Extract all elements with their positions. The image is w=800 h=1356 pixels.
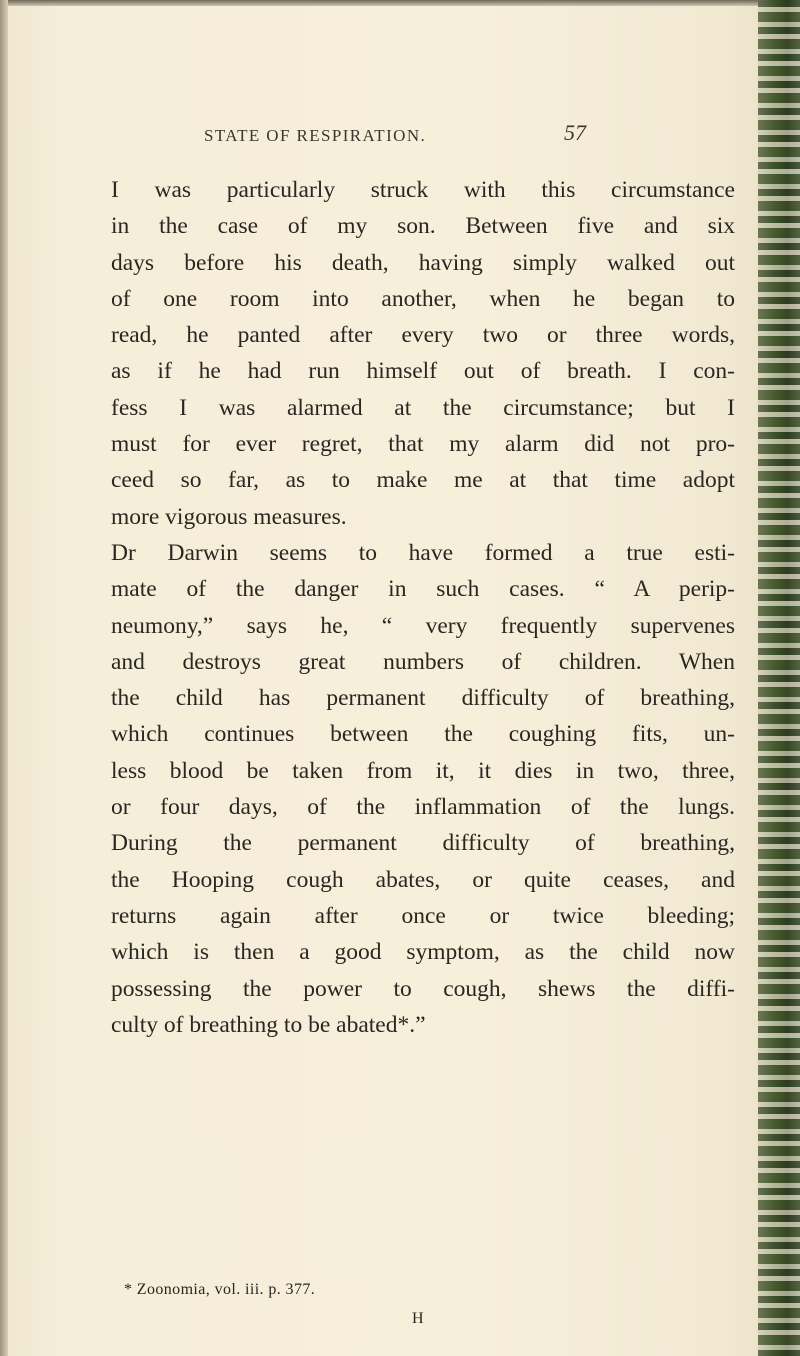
text-line: in the case of my son. Between five and six	[111, 213, 735, 240]
text-line: neumony,” says he, “ very frequently supervenes	[111, 612, 735, 639]
page-top-shadow	[0, 0, 760, 6]
text-line: mate of the danger in such cases. “ A perip-	[111, 576, 735, 603]
footnote: * Zoonomia, vol. iii. p. 377.	[124, 1281, 316, 1298]
text-line: more vigorous measures.	[111, 503, 347, 530]
running-head	[204, 120, 604, 150]
text-line: must for ever regret, that my alarm did not pro-	[111, 431, 735, 458]
running-title: STATE OF RESPIRATION.	[204, 126, 427, 145]
text-line: fess I was alarmed at the circumstance; but I	[111, 394, 735, 421]
text-line: the child has permanent difficulty of breathing,	[111, 685, 735, 712]
text-line: which continues between the coughing fits, un-	[111, 721, 735, 748]
page-left-edge	[0, 0, 8, 1356]
text-line: ceed so far, as to make me at that time adopt	[111, 467, 735, 494]
text-line: or four days, of the inflammation of the lungs.	[111, 794, 735, 821]
book-cover-edge	[758, 0, 800, 1356]
signature-mark: H	[412, 1310, 425, 1327]
page-number: 57	[564, 120, 586, 145]
text-line: and destroys great numbers of children. When	[111, 648, 735, 675]
text-line: less blood be taken from it, it dies in two, three,	[111, 757, 735, 784]
text-line: During the permanent difficulty of breathing,	[111, 830, 735, 857]
text-line: days before his death, having simply walked out	[111, 249, 735, 276]
text-line: Dr Darwin seems to have formed a true esti-	[111, 539, 735, 566]
text-line: read, he panted after every two or three words,	[111, 322, 735, 349]
text-line: culty of breathing to be abated*.”	[111, 1011, 426, 1038]
text-line: possessing the power to cough, shews the diffi-	[111, 975, 735, 1002]
body-text	[111, 172, 735, 1043]
text-line: which is then a good symptom, as the child now	[111, 939, 735, 966]
text-line: of one room into another, when he began to	[111, 285, 735, 312]
text-line: the Hooping cough abates, or quite ceases, and	[111, 866, 735, 893]
text-line: I was particularly struck with this circumstance	[111, 177, 735, 203]
text-line: returns again after once or twice bleeding;	[111, 902, 735, 929]
text-line: as if he had run himself out of breath. I con-	[111, 358, 735, 385]
